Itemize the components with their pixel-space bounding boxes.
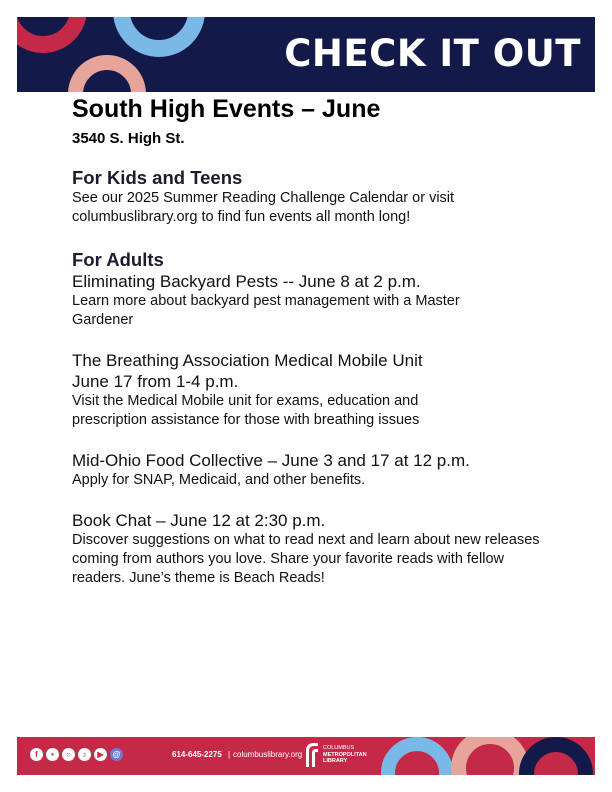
event-item: [72, 450, 572, 490]
event-item: [72, 510, 572, 588]
facebook-icon[interactable]: f: [30, 748, 43, 761]
library-logo-icon: [304, 741, 320, 769]
adults-section: [72, 249, 572, 588]
decorative-ring-red: [17, 17, 87, 53]
library-logo: [304, 741, 367, 769]
youtube-icon[interactable]: ▶: [94, 748, 107, 761]
instagram-icon[interactable]: ○: [62, 748, 75, 761]
logo-line: METROPOLITAN: [323, 751, 367, 758]
event-title: Eliminating Backyard Pests -- June 8 at 2 p.m.: [72, 272, 421, 291]
logo-line: COLUMBUS: [323, 745, 355, 752]
header-banner: [17, 17, 595, 92]
social-icons: [30, 748, 123, 761]
branch-address: 3540 S. High St.: [72, 130, 185, 147]
adults-section-heading: For Adults: [72, 249, 164, 270]
logo-line: LIBRARY: [323, 758, 348, 765]
event-description: Discover suggestions on what to read next and learn about new releases coming from authors you love. Share your favorite reads with fellow readers. June’s theme is Beach Reads!: [72, 532, 540, 586]
event-description: Learn more about backyard pest management with a Master Gardener: [72, 293, 460, 328]
threads-icon[interactable]: @: [110, 748, 123, 761]
decorative-ring-blue: [381, 737, 453, 775]
twitter-icon[interactable]: •: [46, 748, 59, 761]
kids-section: [72, 167, 572, 227]
event-description: Apply for SNAP, Medicaid, and other benefits.: [72, 472, 366, 488]
footer-website[interactable]: columbuslibrary.org: [233, 750, 303, 759]
event-date: June 17 from 1-4 p.m.: [72, 372, 239, 391]
event-title: Book Chat – June 12 at 2:30 p.m.: [72, 511, 326, 530]
decorative-ring-pink: [451, 737, 529, 775]
kids-section-body: See our 2025 Summer Reading Challenge Calendar or visit columbuslibrary.org to find fun events all month long!: [72, 190, 455, 225]
event-title: The Breathing Association Medical Mobile Unit: [72, 351, 423, 370]
decorative-ring-blue: [113, 17, 205, 57]
footer-bar: [17, 737, 595, 775]
page-title: South High Events – June: [72, 95, 381, 123]
decorative-ring-navy: [519, 737, 593, 775]
event-item: [72, 271, 572, 330]
event-title: Mid-Ohio Food Collective – June 3 and 17 at 12 p.m.: [72, 451, 470, 470]
kids-section-heading: For Kids and Teens: [72, 167, 243, 188]
header-title: CHECK IT OUT: [284, 32, 581, 75]
event-item: [72, 350, 572, 430]
main-content: [72, 94, 572, 588]
decorative-ring-pink: [68, 55, 146, 92]
footer-divider: |: [228, 750, 231, 759]
footer-phone[interactable]: 614-645-2275: [172, 750, 222, 759]
event-description: Visit the Medical Mobile unit for exams, education and prescription assistance for those with breathing issues: [72, 393, 420, 428]
tiktok-icon[interactable]: ♪: [78, 748, 91, 761]
